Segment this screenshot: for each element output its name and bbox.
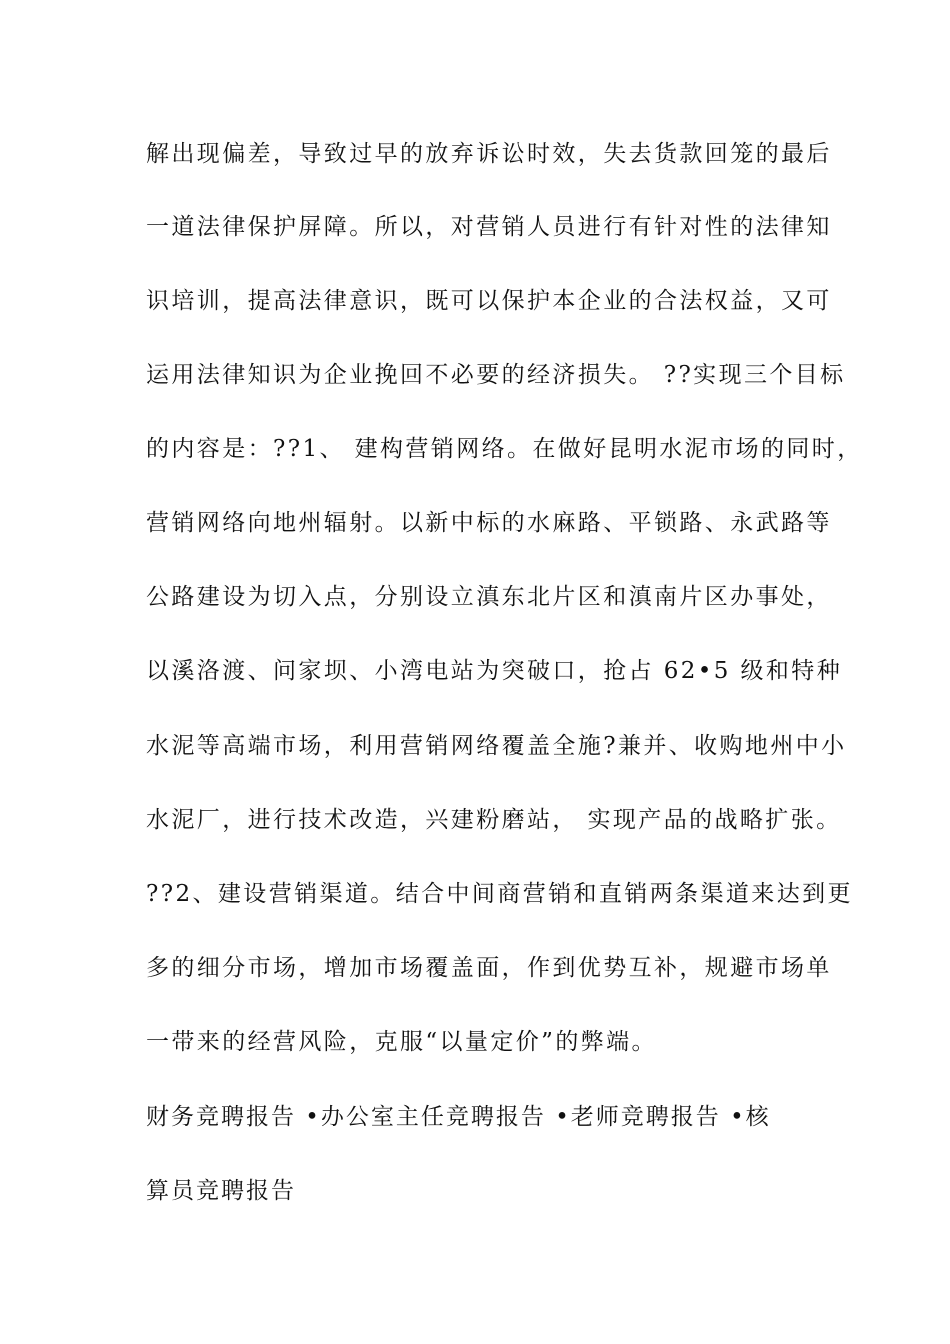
body-text-line: 一带来的经营风险，克服“以量定价”的弊端。 xyxy=(146,1029,657,1055)
related-links-line[interactable]: 财务竞聘报告 •办公室主任竞聘报告 •老师竞聘报告 •核 xyxy=(146,1104,771,1130)
body-text-line: 一道法律保护屏障。所以，对营销人员进行有针对性的法律知 xyxy=(146,214,832,240)
body-text-line: 识培训，提高法律意识，既可以保护本企业的合法权益，又可 xyxy=(146,288,832,314)
body-text-line: 以溪洛渡、问家坝、小湾电站为突破口，抢占 62•5 级和特种 xyxy=(146,658,843,684)
body-text-line: 水泥等高端市场，利用营销网络覆盖全施?兼并、收购地州中小 xyxy=(146,733,847,759)
body-text-line: 运用法律知识为企业挽回不必要的经济损失。 ??实现三个目标 xyxy=(146,362,846,388)
body-text-line: 水泥厂，进行技术改造，兴建粉磨站， 实现产品的战略扩张。 xyxy=(146,807,842,833)
body-text-line: ??2、建设营销渠道。结合中间商营销和直销两条渠道来达到更 xyxy=(146,881,853,907)
body-text-line: 多的细分市场，增加市场覆盖面，作到优势互补，规避市场单 xyxy=(146,955,832,981)
body-text-line: 公路建设为切入点，分别设立滇东北片区和滇南片区办事处， xyxy=(146,584,832,610)
related-links-line[interactable]: 算员竞聘报告 xyxy=(146,1178,296,1204)
body-text-line: 解出现偏差，导致过早的放弃诉讼时效，失去货款回笼的最后 xyxy=(146,141,832,167)
body-text-line: 的内容是：??1、 建构营销网络。在做好昆明水泥市场的同时， xyxy=(146,436,863,462)
body-text-line: 营销网络向地州辐射。以新中标的水麻路、平锁路、永武路等 xyxy=(146,510,832,536)
